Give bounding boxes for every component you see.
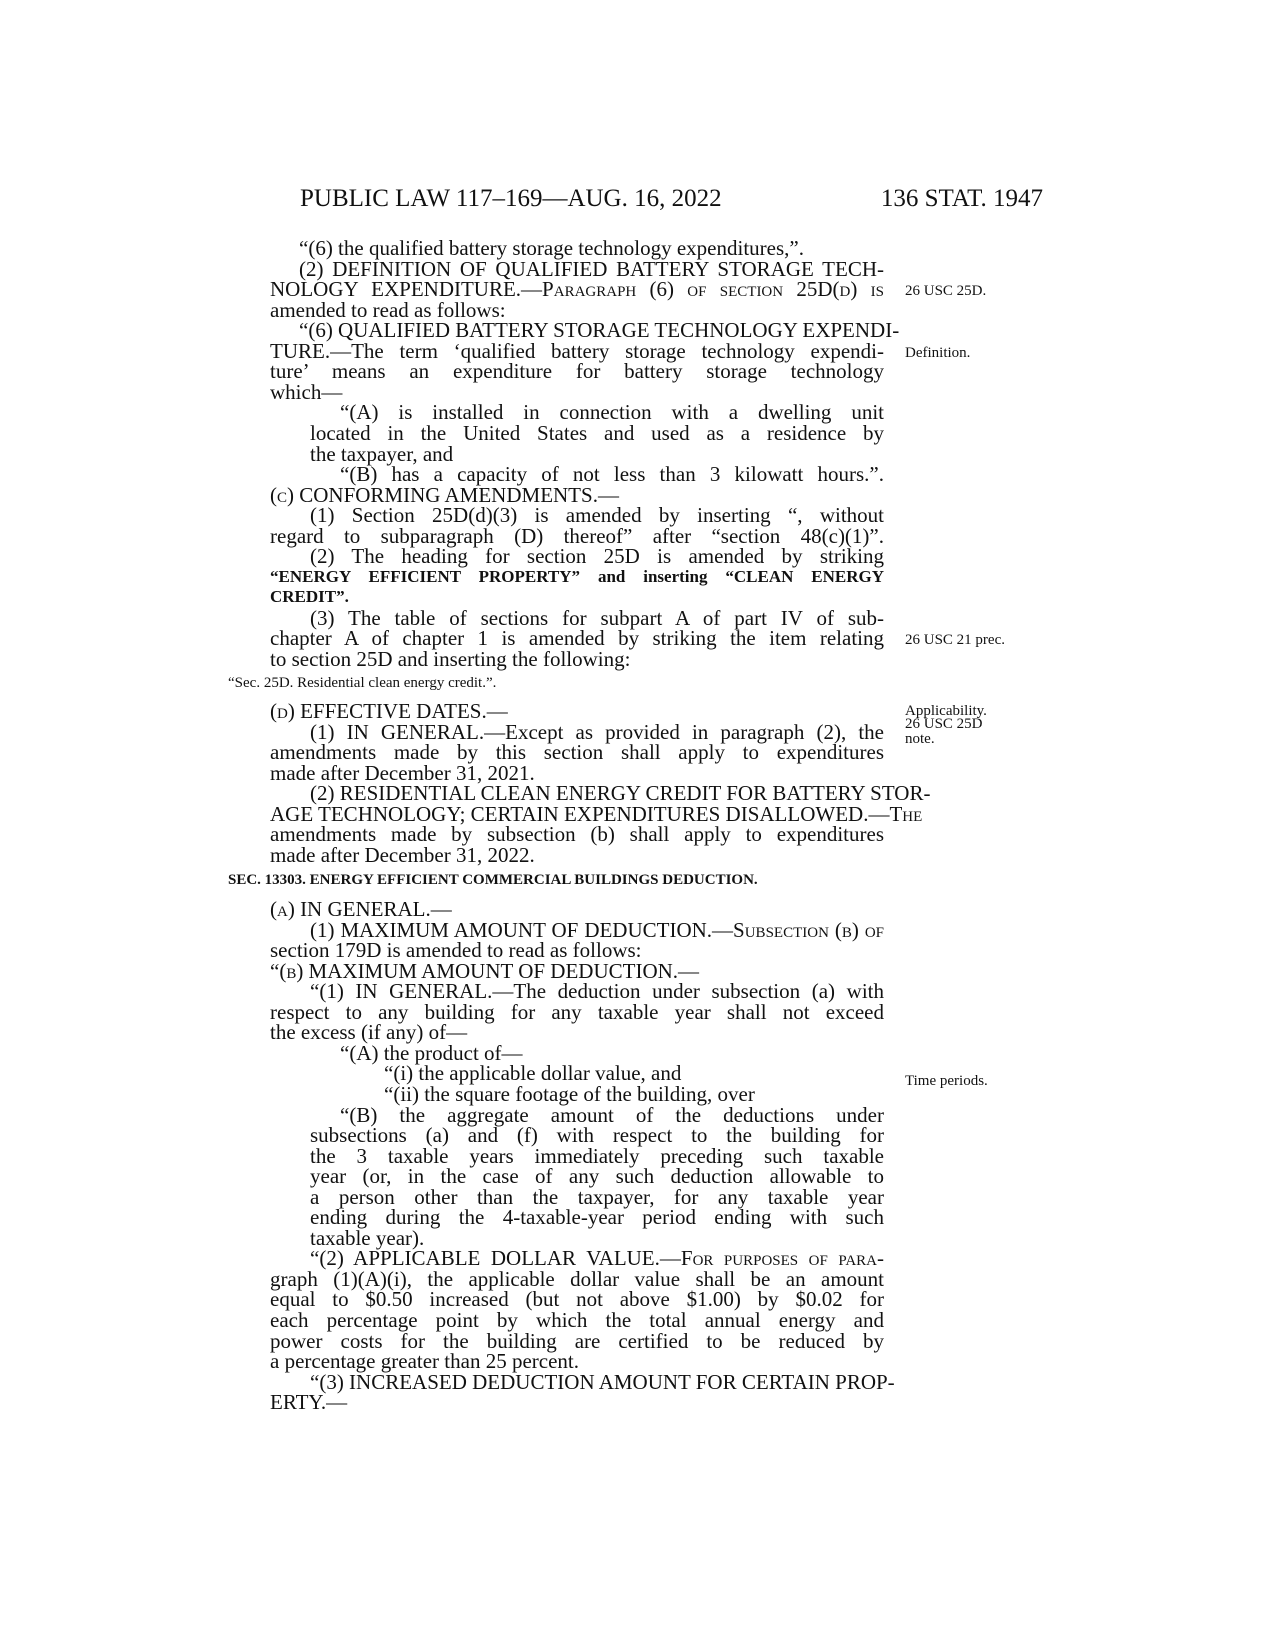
text-line: (d) EFFECTIVE DATES.—	[270, 699, 508, 723]
text-line: the 3 taxable years immediately preceding such taxable	[310, 1143, 884, 1168]
text-line: subsections (a) and (f) with respect to the building for	[310, 1123, 884, 1148]
text-line: section 179D is amended to read as follows:	[270, 938, 642, 963]
table-of-sections-item: “Sec. 25D. Residential clean energy credit.”.	[228, 675, 497, 691]
text-line: “(i) the applicable dollar value, and	[384, 1061, 682, 1086]
text-line: (2) The heading for section 25D is amended by striking	[310, 544, 884, 569]
text-line: “(B) has a capacity of not less than 3 kilowatt hours.”.	[340, 462, 884, 487]
text-line: TURE.—The term ‘qualified battery storage technology expendi-	[270, 338, 884, 363]
text-line: (1) MAXIMUM AMOUNT OF DEDUCTION.—Subsection (b) of	[310, 917, 884, 942]
text-line: the taxpayer, and	[310, 441, 454, 466]
running-head-stat-page: 136 STAT. 1947	[880, 185, 1043, 212]
text-line: “(3) INCREASED DEDUCTION AMOUNT FOR CERTAIN PROP-	[310, 1369, 895, 1394]
text-line: (2) RESIDENTIAL CLEAN ENERGY CREDIT FOR BATTERY STOR-	[310, 781, 931, 806]
text-line: “(A) the product of—	[340, 1040, 523, 1065]
text-line: (1) Section 25D(d)(3) is amended by inserting “, without	[310, 503, 884, 528]
margin-note: note.	[905, 731, 935, 747]
text-line: which—	[270, 379, 343, 404]
text-line: the excess (if any) of—	[270, 1020, 468, 1045]
text-line: “(6) the qualified battery storage technology expenditures,”.	[299, 236, 804, 260]
text-line: taxable year).	[310, 1225, 425, 1250]
margin-note: 26 USC 25D	[905, 716, 983, 732]
section-heading: SEC. 13303. ENERGY EFFICIENT COMMERCIAL BUILDINGS DEDUCTION.	[228, 872, 758, 888]
text-line: (c) CONFORMING AMENDMENTS.—	[270, 482, 619, 507]
text-line: amendments made by subsection (b) shall apply to expenditures	[270, 822, 884, 847]
text-line: NOLOGY EXPENDITURE.—Paragraph (6) of section 25D(d) is	[270, 277, 884, 302]
text-line: each percentage point by which the total annual energy and	[270, 1308, 884, 1332]
text-line: chapter A of chapter 1 is amended by striking the item relating	[270, 626, 884, 651]
text-line: amendments made by this section shall apply to expenditures	[270, 740, 884, 765]
text-line: made after December 31, 2021.	[270, 760, 535, 785]
text-line: equal to $0.50 increased (but not above $1.00) by $0.02 for	[270, 1287, 884, 1312]
margin-note: Definition.	[905, 345, 971, 361]
text-line: regard to subparagraph (D) thereof” after “section 48(c)(1)”.	[270, 523, 884, 548]
text-line: a person other than the taxpayer, for any taxable year	[310, 1184, 884, 1209]
text-line: ending during the 4-taxable-year period ending with such	[310, 1205, 884, 1230]
text-line: amended to read as follows:	[270, 297, 506, 322]
text-line: made after December 31, 2022.	[270, 842, 535, 867]
text-line: ture’ means an expenditure for battery storage technology	[270, 359, 884, 384]
text-line: (2) DEFINITION OF QUALIFIED BATTERY STORAGE TECH-	[299, 256, 884, 281]
running-head-title: PUBLIC LAW 117–169—AUG. 16, 2022	[300, 185, 722, 212]
text-line: to section 25D and inserting the following:	[270, 647, 631, 671]
text-line: located in the United States and used as a residence by	[310, 420, 884, 445]
text-line: power costs for the building are certified to be reduced by	[270, 1328, 884, 1353]
text-line: “(B) the aggregate amount of the deductions under	[340, 1102, 884, 1127]
text-line: “(b) MAXIMUM AMOUNT OF DEDUCTION.—	[270, 958, 700, 983]
margin-note: 26 USC 25D.	[905, 283, 987, 299]
text-line: CREDIT”.	[270, 587, 349, 607]
text-line: graph (1)(A)(i), the applicable dollar value shall be an amount	[270, 1266, 884, 1291]
text-line: AGE TECHNOLOGY; CERTAIN EXPENDITURES DISALLOWED.—The	[270, 801, 923, 826]
text-line: “(1) IN GENERAL.—The deduction under subsection (a) with	[310, 979, 884, 1004]
text-line: (3) The table of sections for subpart A of part IV of sub-	[310, 605, 884, 630]
text-line: “(6) QUALIFIED BATTERY STORAGE TECHNOLOGY EXPENDI-	[299, 318, 900, 343]
text-line: “(ii) the square footage of the building, over	[384, 1081, 755, 1106]
margin-note: 26 USC 21 prec.	[905, 632, 1005, 648]
text-line: (1) IN GENERAL.—Except as provided in paragraph (2), the	[310, 719, 884, 744]
text-line: “(A) is installed in connection with a dwelling unit	[340, 400, 884, 425]
text-line: “ENERGY EFFICIENT PROPERTY” and inserting “CLEAN ENERGY	[270, 566, 884, 586]
text-line: ERTY.—	[270, 1390, 348, 1415]
text-line: “(2) APPLICABLE DOLLAR VALUE.—For purposes of para-	[310, 1246, 884, 1271]
text-line: respect to any building for any taxable year shall not exceed	[270, 999, 884, 1024]
text-line: a percentage greater than 25 percent.	[270, 1349, 579, 1374]
margin-note: Applicability.	[905, 703, 987, 719]
text-line: year (or, in the case of any such deduction allowable to	[310, 1164, 884, 1189]
text-line: (a) IN GENERAL.—	[270, 897, 452, 921]
margin-note: Time periods.	[905, 1073, 988, 1089]
